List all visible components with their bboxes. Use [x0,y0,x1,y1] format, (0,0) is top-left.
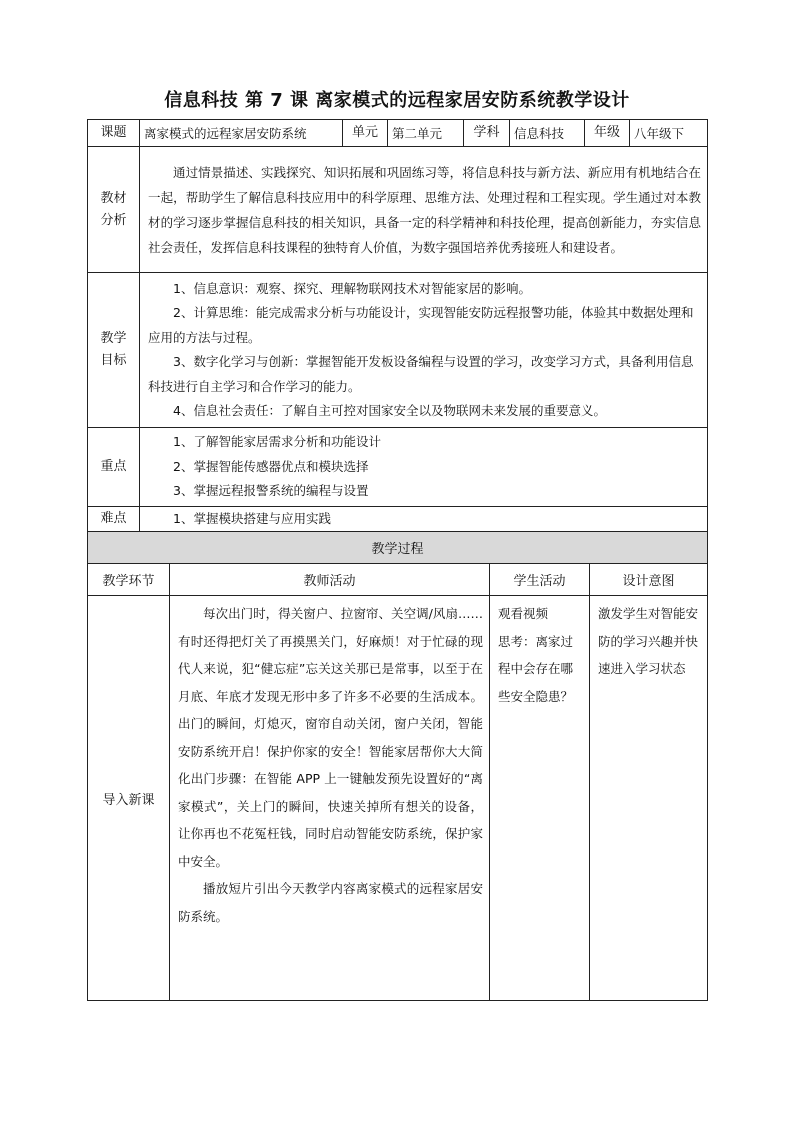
subject-value: 信息科技 [510,120,585,147]
material-row [88,147,708,273]
difficulty-row [88,506,708,532]
material-text: 通过情景描述、实践探究、知识拓展和巩固练习等，将信息科技与新方法、新应用有机地结合在一起，帮助学生了解信息科技应用中的科学原理、思维方法、处理过程和工程实现。学生通过对本教材的学习逐步掌握信息科技的相关知识，具备一定的科学精神和科技伦理，提高创新能力，夯实信息社会责任，发挥信息科技课程的独特育人价值，为数字强国培养优秀接班人和建设者。 [140,147,708,273]
unit-value: 第二单元 [388,120,464,147]
process-header-row [88,564,708,596]
student-activity: 观看视频 思考：离家过程中会存在哪些安全隐患？ [490,596,590,1001]
key-point-item: 1、了解智能家居需求分析和功能设计 [173,434,381,449]
key-point-item: 3、掌握远程报警系统的编程与设置 [173,483,369,498]
header-student: 学生活动 [490,564,590,596]
difficulty-label: 难点 [88,506,140,532]
key-points-label: 重点 [88,428,140,507]
info-row [88,120,708,147]
teaching-process-table [87,531,708,1001]
course-value: 离家模式的远程家居安防系统 [140,120,343,147]
process-row [88,596,708,1001]
teacher-paragraph: 每次出门时，得关窗户、拉窗帘、关空调/风扇……有时还得把灯关了再摸黑关门，好麻烦！对于忙碌的现代人来说，犯“健忘症”忘关这关那已是常事，以至于在月底、年底才发现无形中多了许多不必要的生活成本。出门的瞬间，灯熄灭，窗帘自动关闭，窗户关闭，智能安防系统开启！保护你家的安全！智能家居帮你大大简化出门步骤：在智能 APP 上一键触发预先设置好的“离家模式”，关上门的瞬间，快速关掉所有想关的设备，让你再也不花冤枉钱，同时启动智能安防系统，保护家中安全。 [178,606,483,869]
stage-cell: 导入新课 [88,596,170,1001]
header-teacher: 教师活动 [170,564,490,596]
subject-label: 学科 [464,120,510,147]
key-points-row [88,428,708,507]
process-band: 教学过程 [88,532,708,564]
teacher-paragraph: 播放短片引出今天教学内容离家模式的远程家居安防系统。 [178,881,483,924]
page-title: 信息科技 第 7 课 离家模式的远程家居安防系统教学设计 [164,90,630,111]
goal-item: 2、计算思维：能完成需求分析与功能设计，实现智能安防远程报警功能，体验其中数据处理和应用的方法与过程。 [148,305,694,345]
lesson-info-table [87,119,708,533]
teacher-activity [170,596,490,1001]
goals-list [140,273,708,428]
difficulty-list [140,506,708,532]
course-label: 课题 [88,120,140,147]
header-stage: 教学环节 [88,564,170,596]
difficulty-item: 1、掌握模块搭建与应用实践 [173,510,331,526]
grade-label: 年级 [585,120,630,147]
process-band-row [88,532,708,564]
goal-item: 1、信息意识：观察、探究、理解物联网技术对智能家居的影响。 [173,280,531,296]
key-points-list [140,428,708,507]
goal-item: 3、数字化学习与创新：掌握智能开发板设备编程与设置的学习，改变学习方式，具备利用信息科技进行自主学习和合作学习的能力。 [148,354,694,394]
goals-label: 教学目标 [88,273,140,428]
key-point-item: 2、掌握智能传感器优点和模块选择 [173,458,369,474]
design-intent: 激发学生对智能安防的学习兴趣并快速进入学习状态 [590,596,708,1001]
goals-row [88,273,708,428]
grade-value: 八年级下 [630,120,708,147]
material-label: 教材分析 [88,147,140,273]
unit-label: 单元 [343,120,388,147]
header-intent: 设计意图 [590,564,708,596]
goal-item: 4、信息社会责任：了解自主可控对国家安全以及物联网未来发展的重要意义。 [173,403,606,418]
